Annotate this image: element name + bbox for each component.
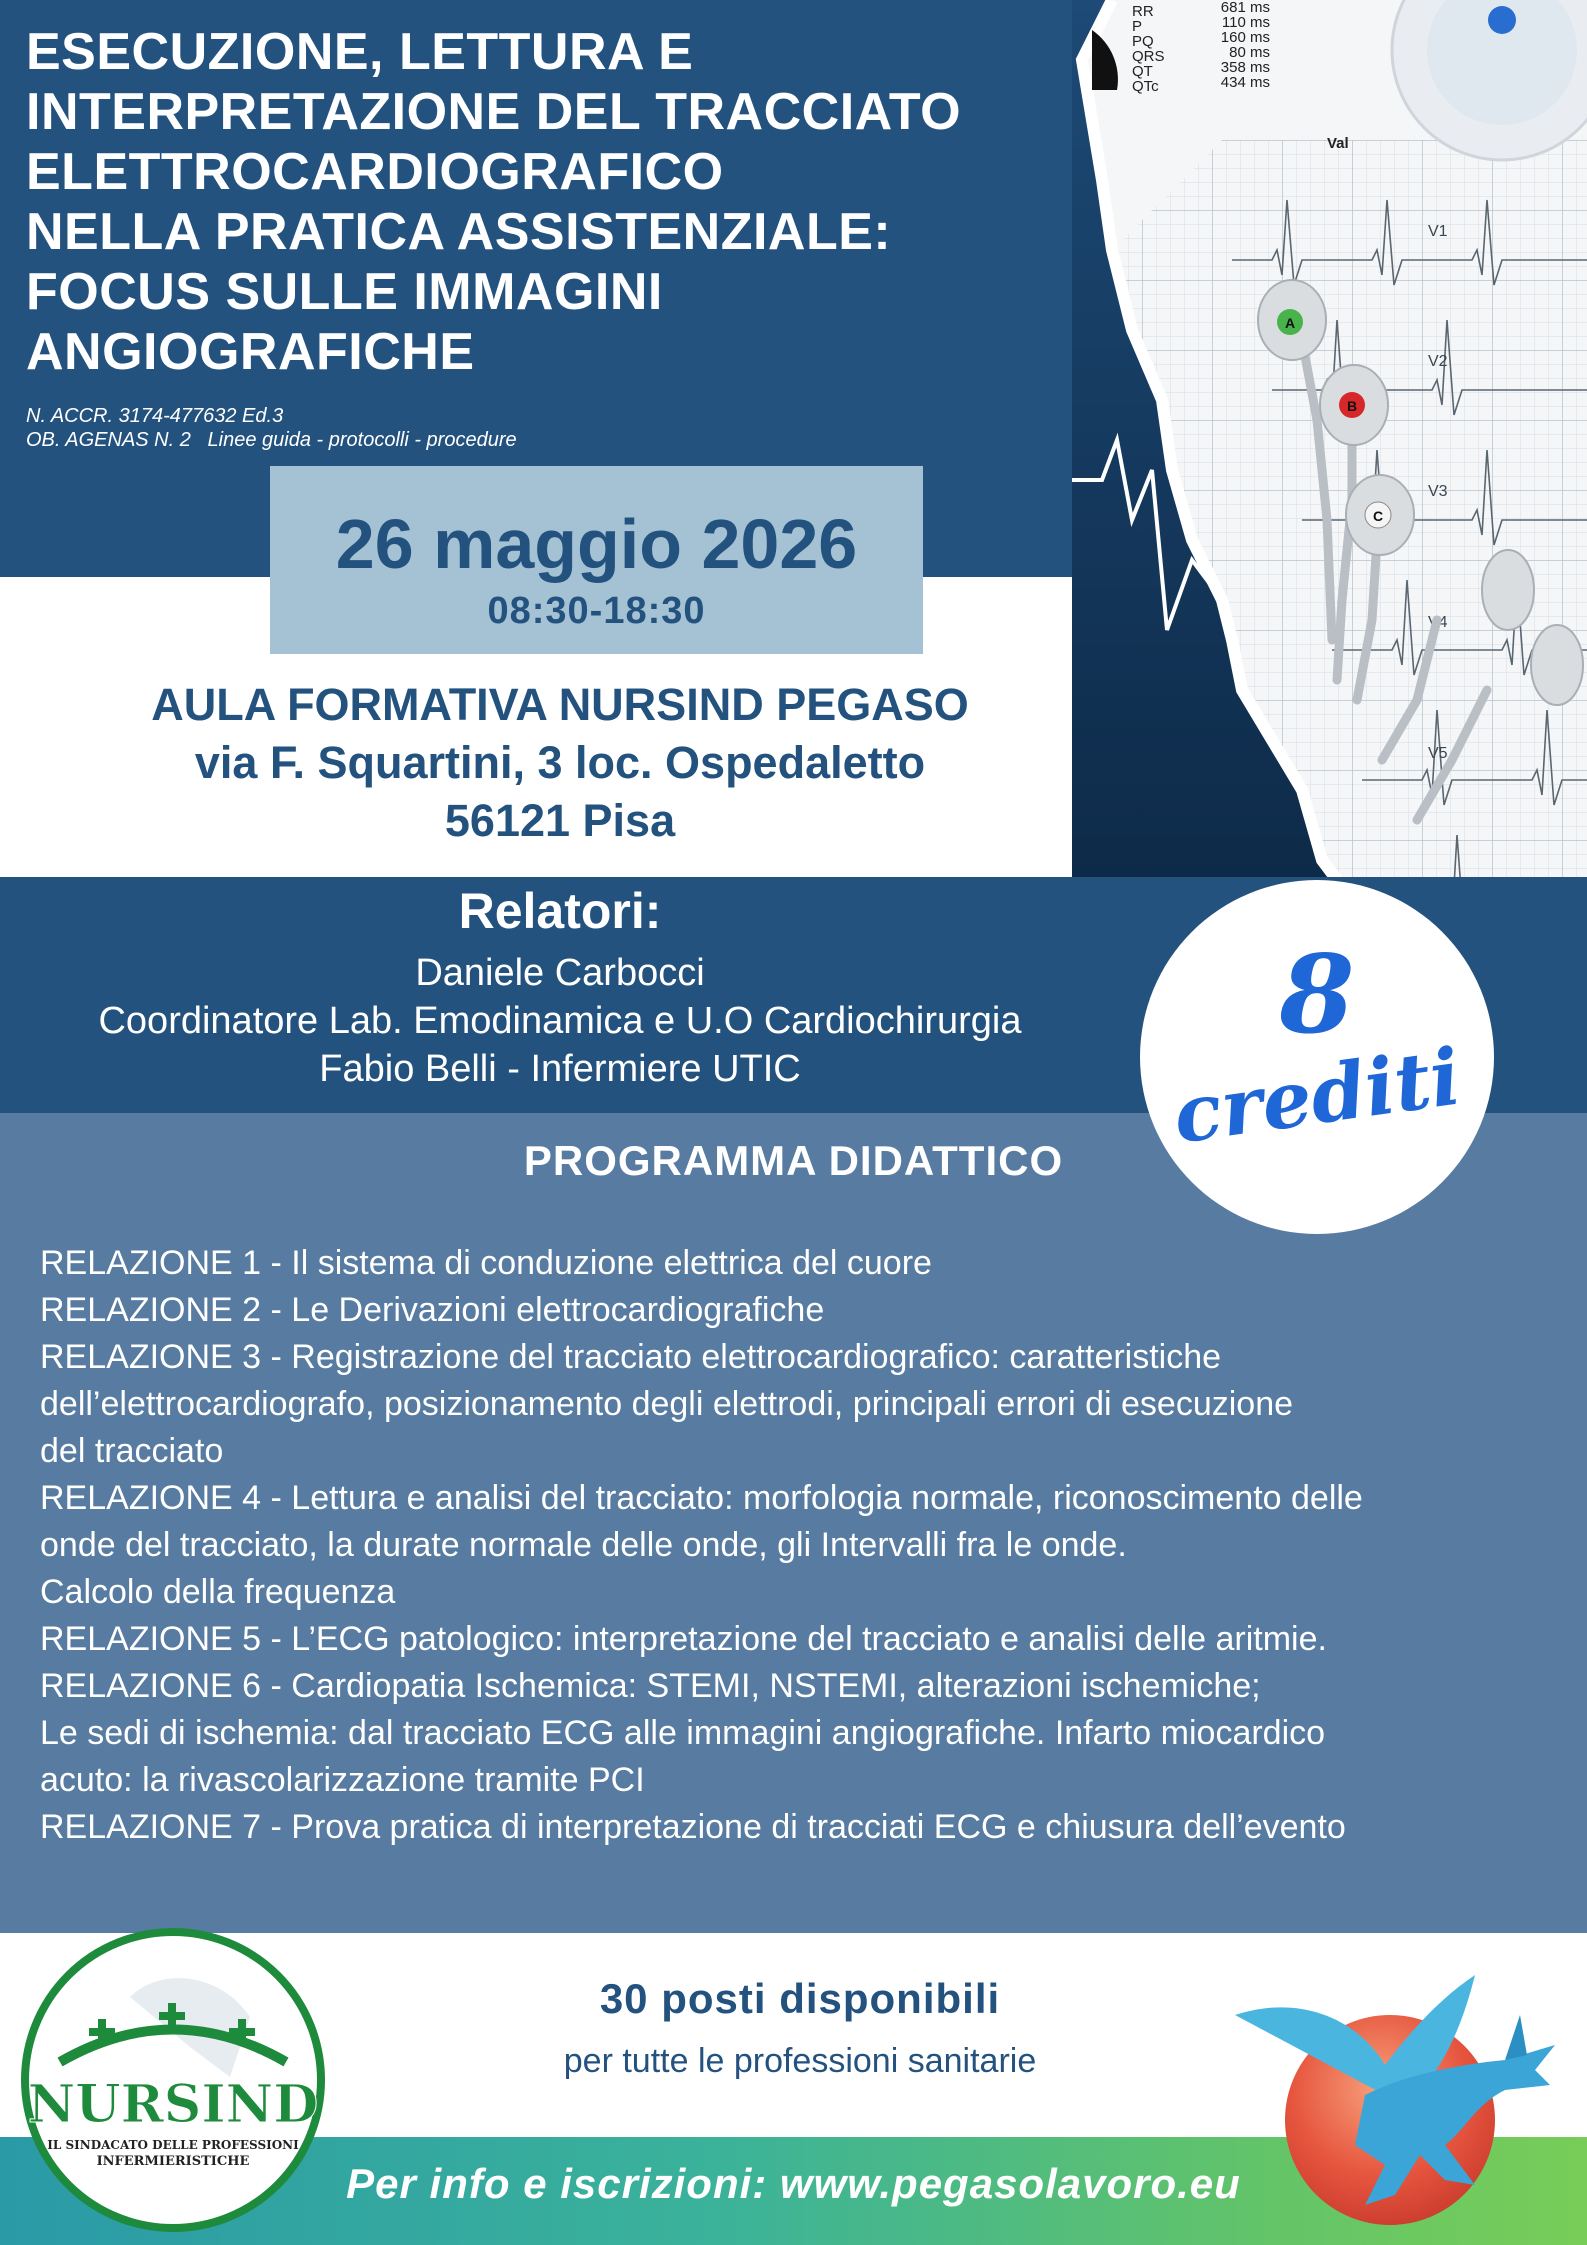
event-title: [26, 22, 1066, 382]
readout-label: QRS: [1132, 48, 1165, 65]
title-line: NELLA PRATICA ASSISTENZIALE:: [26, 203, 892, 261]
title-line: ANGIOGRAFICHE: [26, 323, 475, 381]
venue-line: 56121 Pisa: [444, 795, 676, 846]
venue-address: [60, 676, 1060, 850]
program-line: onde del tracciato, la durate normale delle onde, gli Intervalli fra le onde.: [40, 1526, 1127, 1564]
program-line: Calcolo della frequenza: [40, 1573, 396, 1611]
event-date: 26 maggio 2026: [335, 505, 858, 583]
nursind-name: NURSIND: [27, 2074, 319, 2135]
credits-number: 8: [1279, 932, 1355, 1058]
date-box: [270, 466, 923, 654]
agenas-objective: OB. AGENAS N. 2 Linee guida - protocolli - procedure: [26, 429, 517, 451]
title-line: ELETTROCARDIOGRAFICO: [26, 143, 724, 201]
speaker-line: Fabio Belli - Infermiere UTIC: [319, 1048, 801, 1090]
event-time: 08:30-18:30: [487, 590, 706, 632]
program-line: del tracciato: [40, 1432, 224, 1470]
electrode-clip: [1482, 550, 1534, 630]
pegasus-mane: [1505, 2015, 1527, 2060]
readout-label: QT: [1132, 63, 1153, 80]
readout-value: 434 ms: [1220, 74, 1270, 91]
speaker-line: Coordinatore Lab. Emodinamica e U.O Cardiochirurgia: [98, 1000, 1022, 1042]
program-line: RELAZIONE 7 - Prova pratica di interpretazione di tracciati ECG e chiusura dell’evento: [40, 1808, 1346, 1846]
info-link[interactable]: Per info e iscrizioni: www.pegasolavoro.eu: [346, 2160, 1241, 2207]
seats-available: 30 posti disponibili: [599, 1975, 1001, 2022]
program-line: RELAZIONE 6 - Cardiopatia Ischemica: STEMI, NSTEMI, alterazioni ischemiche;: [40, 1667, 1261, 1705]
lead-label: V3: [1428, 483, 1448, 500]
program-line: acuto: la rivascolarizzazione tramite PCI: [40, 1761, 645, 1799]
electrode-letter: C: [1372, 508, 1384, 524]
readout-value: 681 ms: [1220, 0, 1270, 16]
readout-label: RR: [1132, 3, 1154, 20]
lead-label: V2: [1428, 353, 1448, 370]
electrode-letter: A: [1284, 315, 1296, 331]
audience-text: per tutte le professioni sanitarie: [563, 2042, 1037, 2080]
readout-label: PQ: [1132, 33, 1154, 50]
readout-value: 358 ms: [1220, 59, 1270, 76]
electrode-letter: B: [1346, 398, 1358, 414]
title-line: ESECUZIONE, LETTURA E: [26, 23, 694, 81]
program-line: RELAZIONE 2 - Le Derivazioni elettrocardiografiche: [40, 1291, 825, 1329]
lead-label: V4: [1428, 614, 1448, 631]
venue-line: AULA FORMATIVA NURSIND PEGASO: [151, 679, 969, 730]
nursind-subtitle: IL SINDACATO DELLE PROFESSIONI: [47, 2138, 299, 2152]
ecg-photo: [1072, 0, 1587, 965]
program-line: RELAZIONE 1 - Il sistema di conduzione elettrica del cuore: [40, 1244, 932, 1282]
readout-value: 160 ms: [1220, 29, 1270, 46]
program-line: RELAZIONE 5 - L’ECG patologico: interpretazione del tracciato e analisi delle aritmie.: [40, 1620, 1327, 1658]
readout-label: P: [1132, 18, 1143, 35]
program-line: RELAZIONE 4 - Lettura e analisi del tracciato: morfologia normale, riconoscimento delle: [40, 1479, 1363, 1517]
electrode-pad: [1488, 6, 1516, 34]
title-line: FOCUS SULLE IMMAGINI: [26, 263, 663, 321]
readout-value: 80 ms: [1229, 44, 1270, 61]
nursind-subtitle: INFERMIERISTICHE: [96, 2154, 250, 2169]
program-list: [40, 1240, 1560, 1851]
credits-badge: [1140, 880, 1494, 1234]
accreditation-info: [26, 404, 517, 452]
val-label: Val: [1327, 135, 1349, 152]
nursind-logo: [20, 1927, 326, 2233]
lead-label: V1: [1428, 223, 1448, 240]
speaker-line: Daniele Carbocci: [415, 952, 705, 994]
speakers-title: Relatori:: [458, 883, 662, 939]
readout-label: QTc: [1132, 78, 1159, 95]
venue-line: via F. Squartini, 3 loc. Ospedaletto: [194, 737, 926, 788]
program-line: RELAZIONE 3 - Registrazione del tracciato elettrocardiografico: caratteristiche: [40, 1338, 1222, 1376]
credits-word: crediti: [1167, 1031, 1466, 1162]
program-title: PROGRAMMA DIDATTICO: [523, 1137, 1064, 1184]
readout-value: 110 ms: [1221, 14, 1270, 31]
accreditation-number: N. ACCR. 3174-477632 Ed.3: [26, 405, 284, 427]
program-line: Le sedi di ischemia: dal tracciato ECG alle immagini angiografiche. Infarto miocardico: [40, 1714, 1326, 1752]
pegaso-logo: [1215, 1955, 1575, 2235]
title-line: INTERPRETAZIONE DEL TRACCIATO: [26, 83, 962, 141]
electrode-clip: [1531, 625, 1583, 705]
lead-label: V5: [1428, 745, 1448, 762]
program-line: dell’elettrocardiografo, posizionamento degli elettrodi, principali errori di esecuzione: [40, 1385, 1294, 1423]
